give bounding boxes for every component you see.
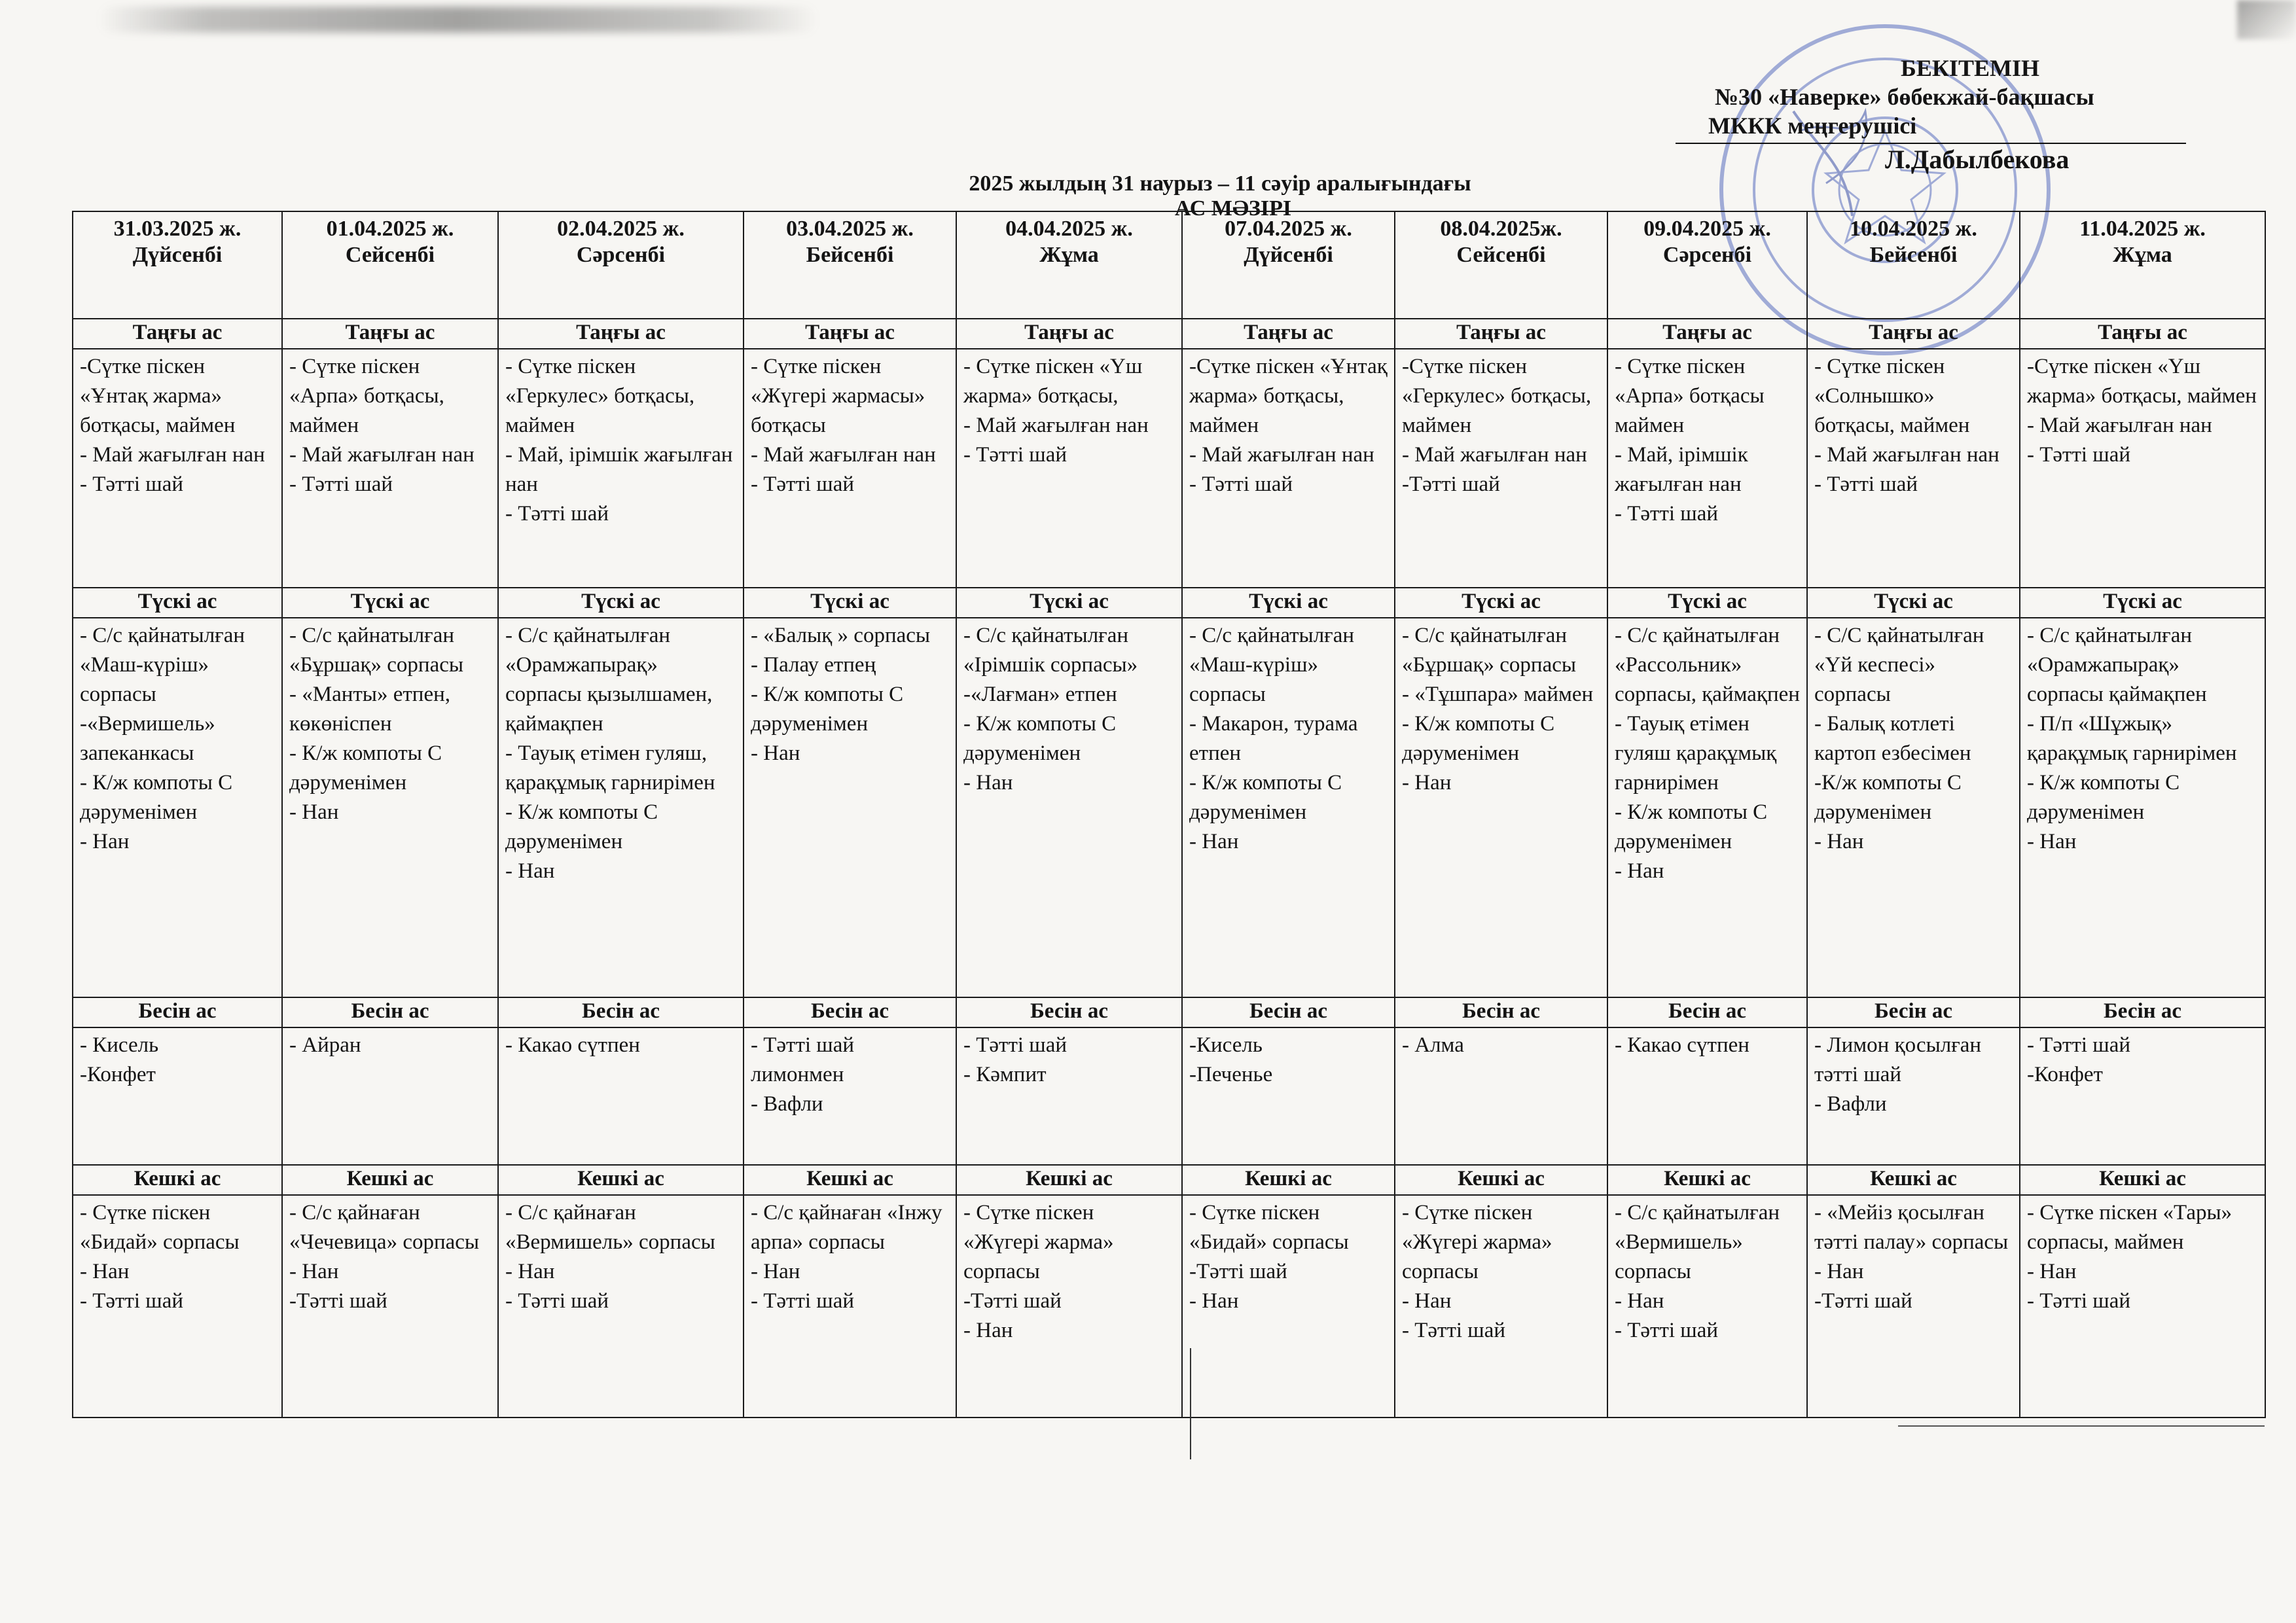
- menu-item: - Тәтті шай: [963, 443, 1067, 467]
- menu-item: - Май жағылған нан: [1189, 443, 1374, 467]
- menu-item: -К/ж компоты С дәруменімен: [1814, 771, 1962, 824]
- menu-item: - Сүтке піскен «Үш жарма» ботқасы,: [963, 355, 1143, 408]
- menu-item: - Сүтке піскен «Бидай» сорпасы: [1189, 1201, 1349, 1254]
- menu-item: - С/с қайнатылған «Вермишель» сорпасы: [1615, 1201, 1780, 1283]
- menu-item: - «Тұшпара» маймен: [1402, 683, 1594, 706]
- dinner-cell: [1807, 1195, 2020, 1418]
- lunch-label: Түскі ас: [498, 588, 744, 618]
- menu-item: - Тәтті шай: [2027, 443, 2131, 467]
- day-header: [956, 211, 1182, 319]
- menu-item: - С/с қайнатылған «Ірімшік сорпасы»: [963, 624, 1138, 677]
- day-date: 02.04.2025 ж.: [557, 217, 685, 241]
- dinner-cell: [2020, 1195, 2265, 1418]
- snack-label: Бесін ас: [498, 997, 744, 1027]
- scan-line-bottom: [1898, 1425, 2265, 1427]
- menu-item: -Тәтті шай: [1402, 473, 1500, 496]
- menu-item: - С/с қайнатылған «Маш-күріш» сорпасы: [80, 624, 245, 706]
- menu-item: - Нан: [1402, 1289, 1452, 1313]
- dinner-cell: [73, 1195, 282, 1418]
- breakfast-row: [73, 349, 2265, 588]
- breakfast-label: Таңғы ас: [498, 319, 744, 349]
- menu-item: -«Лағман» етпен: [963, 683, 1117, 706]
- menu-item: - Нан: [1615, 1289, 1664, 1313]
- breakfast-label: Таңғы ас: [1807, 319, 2020, 349]
- menu-item: - С/с қайнатылған «Рассольник» сорпасы, қаймақпен: [1615, 624, 1800, 706]
- menu-item: - Нан: [1814, 830, 1864, 853]
- menu-item: - С/с қайнаған «Інжу арпа» сорпасы: [751, 1201, 942, 1254]
- lunch-label: Түскі ас: [282, 588, 498, 618]
- menu-item: -Тәтті шай: [1189, 1260, 1287, 1283]
- dinner-label: Кешкі ас: [1182, 1165, 1395, 1195]
- menu-item: - «Мейіз қосылған тәтті палау» сорпасы: [1814, 1201, 2009, 1254]
- day-date: 11.04.2025 ж.: [2079, 217, 2206, 241]
- menu-item: - Тәтті шай: [963, 1033, 1067, 1057]
- menu-item: - Тауық етімен гуляш, қарақұмық гарнирімен: [505, 741, 715, 794]
- day-weekday: Сәрсенбі: [576, 243, 666, 267]
- lunch-label: Түскі ас: [744, 588, 956, 618]
- day-date: 09.04.2025 ж.: [1643, 217, 1771, 241]
- day-header: [2020, 211, 2265, 319]
- menu-item: - С/с қайнаған «Вермишель» сорпасы: [505, 1201, 715, 1254]
- day-weekday: Бейсенбі: [1869, 243, 1958, 267]
- snack-header-row: [73, 997, 2265, 1027]
- menu-item: - Май жағылған нан: [751, 443, 936, 467]
- menu-item: - Нан: [751, 741, 800, 765]
- menu-item: - Нан: [963, 1319, 1013, 1342]
- dinner-label: Кешкі ас: [1395, 1165, 1607, 1195]
- lunch-cell: [282, 618, 498, 997]
- snack-cell: [1182, 1027, 1395, 1165]
- breakfast-cell: [73, 349, 282, 588]
- day-date: 07.04.2025 ж.: [1225, 217, 1352, 241]
- breakfast-cell: [498, 349, 744, 588]
- period-title: 2025 жылдың 31 наурыз – 11 сәуір аралығындағы: [969, 171, 1471, 196]
- day-weekday: Дүйсенбі: [1244, 243, 1333, 267]
- breakfast-cell: [1182, 349, 1395, 588]
- breakfast-cell: [1607, 349, 1807, 588]
- menu-item: - Тауық етімен гуляш қарақұмық гарнирімен: [1615, 712, 1777, 794]
- menu-item: - Нан: [963, 771, 1013, 794]
- lunch-label: Түскі ас: [73, 588, 282, 618]
- breakfast-cell: [2020, 349, 2265, 588]
- snack-cell: [1395, 1027, 1607, 1165]
- menu-item: - Нан: [289, 800, 339, 824]
- menu-item: - Сүтке піскен «Жүгері жарма» сорпасы: [963, 1201, 1114, 1283]
- day-header: [744, 211, 956, 319]
- snack-label: Бесін ас: [956, 997, 1182, 1027]
- menu-item: - Тәтті шай: [1615, 1319, 1719, 1342]
- dinner-label: Кешкі ас: [1807, 1165, 2020, 1195]
- day-date: 10.04.2025 ж.: [1850, 217, 1977, 241]
- lunch-cell: [956, 618, 1182, 997]
- menu-item: - Балық котлеті картоп езбесімен: [1814, 712, 1971, 765]
- lunch-header-row: [73, 588, 2265, 618]
- menu-item: - К/ж компоты С дәруменімен: [80, 771, 233, 824]
- menu-item: - Май жағылған нан: [289, 443, 475, 467]
- day-weekday: Сейсенбі: [1456, 243, 1546, 267]
- menu-item: - С/с қайнаған «Чечевица» сорпасы: [289, 1201, 480, 1254]
- menu-item: - Тәтті шай: [751, 473, 855, 496]
- day-header: [1182, 211, 1395, 319]
- lunch-cell: [1807, 618, 2020, 997]
- menu-item: - Нан: [289, 1260, 339, 1283]
- menu-item: - Тәтті шай: [1189, 473, 1293, 496]
- menu-item: - Какао сүтпен: [505, 1033, 640, 1057]
- approval-title: БЕКІТЕМІН: [1901, 55, 2039, 81]
- dinner-label: Кешкі ас: [2020, 1165, 2265, 1195]
- lunch-label: Түскі ас: [1807, 588, 2020, 618]
- day-date: 01.04.2025 ж.: [326, 217, 454, 241]
- menu-item: - Нан: [505, 859, 555, 883]
- menu-item: - П/п «Шұжық» қарақұмық гарнирімен: [2027, 712, 2237, 765]
- menu-item: - Май жағылған нан: [1814, 443, 2000, 467]
- menu-item: - Сүтке піскен «Геркулес» ботқасы, маймен: [505, 355, 695, 437]
- menu-item: - К/ж компоты С дәруменімен: [963, 712, 1117, 765]
- day-weekday: Сәрсенбі: [1662, 243, 1752, 267]
- snack-label: Бесін ас: [282, 997, 498, 1027]
- snack-cell: [73, 1027, 282, 1165]
- breakfast-cell: [956, 349, 1182, 588]
- lunch-cell: [2020, 618, 2265, 997]
- day-header: [1607, 211, 1807, 319]
- menu-item: -«Вермишель» запеканкасы: [80, 712, 215, 765]
- scan-artifact-corner: [2237, 0, 2296, 39]
- scan-line: [1190, 1348, 1191, 1459]
- lunch-label: Түскі ас: [2020, 588, 2265, 618]
- menu-item: - Тәтті шай: [2027, 1289, 2131, 1313]
- dinner-cell: [744, 1195, 956, 1418]
- menu-item: - Нан: [1402, 771, 1452, 794]
- menu-item: -Тәтті шай: [963, 1289, 1062, 1313]
- menu-item: - Тәтті шай: [505, 502, 609, 526]
- menu-item: -Тәтті шай: [1814, 1289, 1912, 1313]
- menu-item: - Нан: [505, 1260, 555, 1283]
- day-date: 08.04.2025ж.: [1440, 217, 1562, 241]
- dinner-cell: [1182, 1195, 1395, 1418]
- dinner-label: Кешкі ас: [282, 1165, 498, 1195]
- menu-item: -Кисель: [1189, 1033, 1263, 1057]
- dinner-label: Кешкі ас: [744, 1165, 956, 1195]
- lunch-cell: [498, 618, 744, 997]
- approval-signatory: Л.Дабылбекова: [1676, 143, 2186, 174]
- lunch-label: Түскі ас: [956, 588, 1182, 618]
- menu-item: - Тәтті шай: [2027, 1033, 2131, 1057]
- menu-item: - Тәтті шай: [751, 1289, 855, 1313]
- menu-item: - Май жағылған нан: [963, 414, 1149, 437]
- menu-title: АС МӘЗІРІ: [1174, 196, 1292, 221]
- dinner-label: Кешкі ас: [956, 1165, 1182, 1195]
- menu-item: - Лимон қосылған тәтті шай: [1814, 1033, 1982, 1086]
- menu-item: - Нан: [1189, 830, 1239, 853]
- dinner-cell: [498, 1195, 744, 1418]
- menu-item: - Палау етпең: [751, 653, 876, 677]
- menu-item: - Нан: [2027, 830, 2077, 853]
- snack-label: Бесін ас: [73, 997, 282, 1027]
- menu-item: - С/с қайнатылған «Орамжапырақ» сорпасы қызылшамен, қаймақпен: [505, 624, 713, 736]
- day-header: [498, 211, 744, 319]
- menu-item: - Вафли: [1814, 1092, 1887, 1116]
- menu-item: - Нан: [2027, 1260, 2077, 1283]
- menu-table: [72, 211, 2266, 1418]
- snack-cell: [282, 1027, 498, 1165]
- menu-item: - Тәтті шай: [1402, 1319, 1506, 1342]
- snack-cell: [1607, 1027, 1807, 1165]
- snack-label: Бесін ас: [2020, 997, 2265, 1027]
- menu-item: -Конфет: [80, 1063, 156, 1086]
- breakfast-label: Таңғы ас: [2020, 319, 2265, 349]
- dinner-header-row: [73, 1165, 2265, 1195]
- approval-organization: №30 «Наверке» бөбекжай-бақшасы: [1715, 84, 2094, 110]
- menu-item: - С/с қайнатылған «Маш-күріш» сорпасы: [1189, 624, 1355, 706]
- day-date: 04.04.2025 ж.: [1005, 217, 1133, 241]
- lunch-label: Түскі ас: [1607, 588, 1807, 618]
- lunch-cell: [1182, 618, 1395, 997]
- menu-item: - К/ж компоты С дәруменімен: [2027, 771, 2180, 824]
- day-header: [1395, 211, 1607, 319]
- breakfast-label: Таңғы ас: [956, 319, 1182, 349]
- snack-label: Бесін ас: [1182, 997, 1395, 1027]
- menu-item: - Вафли: [751, 1092, 823, 1116]
- menu-item: -Тәтті шай: [289, 1289, 387, 1313]
- day-header: [282, 211, 498, 319]
- menu-item: - Нан: [80, 830, 130, 853]
- breakfast-label: Таңғы ас: [282, 319, 498, 349]
- menu-item: -Сүтке піскен «Ұнтақ жарма» ботқасы, маймен: [1189, 355, 1388, 437]
- day-weekday: Жұма: [1039, 243, 1099, 267]
- menu-item: - Тәтті шай: [80, 1289, 184, 1313]
- menu-item: - Кәмпит: [963, 1063, 1047, 1086]
- menu-item: - С/с қайнатылған «Бұршақ» сорпасы: [1402, 624, 1577, 677]
- breakfast-cell: [1807, 349, 2020, 588]
- snack-cell: [744, 1027, 956, 1165]
- day-weekday: Сейсенбі: [345, 243, 435, 267]
- menu-item: - Тәтті шай лимонмен: [751, 1033, 855, 1086]
- dinner-cell: [956, 1195, 1182, 1418]
- snack-label: Бесін ас: [744, 997, 956, 1027]
- menu-item: - Тәтті шай: [1814, 473, 1918, 496]
- menu-item: - К/ж компоты С дәруменімен: [1615, 800, 1768, 853]
- snack-cell: [498, 1027, 744, 1165]
- day-weekday: Бейсенбі: [806, 243, 894, 267]
- day-header: [73, 211, 282, 319]
- menu-item: - С/С қайнатылған «Үй кеспесі» сорпасы: [1814, 624, 1984, 706]
- menu-item: - С/с қайнатылған «Бұршақ» сорпасы: [289, 624, 464, 677]
- menu-item: - Макарон, турама етпен: [1189, 712, 1358, 765]
- menu-item: - Кисель: [80, 1033, 159, 1057]
- menu-item: - Алма: [1402, 1033, 1464, 1057]
- menu-item: -Печенье: [1189, 1063, 1273, 1086]
- breakfast-label: Таңғы ас: [1607, 319, 1807, 349]
- menu-item: - Тәтті шай: [80, 473, 184, 496]
- menu-item: - Нан: [1615, 859, 1664, 883]
- menu-item: - С/с қайнатылған «Орамжапырақ» сорпасы қаймақпен: [2027, 624, 2207, 706]
- menu-item: - «Манты» етпен, көкөніспен: [289, 683, 451, 736]
- menu-item: - К/ж компоты С дәруменімен: [289, 741, 442, 794]
- menu-item: -Сүтке піскен «Үш жарма» ботқасы, маймен: [2027, 355, 2257, 408]
- menu-item: - Сүтке піскен «Жүгері жарма» сорпасы: [1402, 1201, 1552, 1283]
- menu-item: - К/ж компоты С дәруменімен: [1402, 712, 1555, 765]
- day-header-row: [73, 211, 2265, 319]
- dinner-cell: [282, 1195, 498, 1418]
- menu-item: - Тәтті шай: [1615, 502, 1719, 526]
- snack-row: [73, 1027, 2265, 1165]
- lunch-cell: [73, 618, 282, 997]
- menu-item: - Какао сүтпен: [1615, 1033, 1749, 1057]
- dinner-label: Кешкі ас: [498, 1165, 744, 1195]
- dinner-label: Кешкі ас: [1607, 1165, 1807, 1195]
- breakfast-header-row: [73, 319, 2265, 349]
- approval-block: [1676, 54, 2186, 174]
- lunch-cell: [744, 618, 956, 997]
- menu-item: - Сүтке піскен «Жүгері жармасы» ботқасы: [751, 355, 925, 437]
- dinner-cell: [1607, 1195, 1807, 1418]
- lunch-label: Түскі ас: [1182, 588, 1395, 618]
- menu-item: - Май жағылған нан: [2027, 414, 2212, 437]
- menu-item: - «Балық » сорпасы: [751, 624, 931, 647]
- day-weekday: Дүйсенбі: [132, 243, 223, 267]
- snack-cell: [2020, 1027, 2265, 1165]
- menu-item: - Май, ірімшік жағылған нан: [505, 443, 733, 496]
- menu-item: - Сүтке піскен «Бидай» сорпасы: [80, 1201, 240, 1254]
- menu-item: -Конфет: [2027, 1063, 2103, 1086]
- menu-item: - Сүтке піскен «Арпа» ботқасы маймен: [1615, 355, 1765, 437]
- menu-item: - Сүтке піскен «Солнышко» ботқасы, маймен: [1814, 355, 1970, 437]
- menu-item: - Нан: [751, 1260, 800, 1283]
- lunch-cell: [1395, 618, 1607, 997]
- menu-item: - Нан: [1814, 1260, 1864, 1283]
- breakfast-label: Таңғы ас: [1182, 319, 1395, 349]
- snack-label: Бесін ас: [1807, 997, 2020, 1027]
- menu-item: - Май жағылған нан: [80, 443, 265, 467]
- scan-artifact: [98, 7, 818, 33]
- dinner-row: [73, 1195, 2265, 1418]
- snack-cell: [956, 1027, 1182, 1165]
- breakfast-cell: [744, 349, 956, 588]
- snack-cell: [1807, 1027, 2020, 1165]
- day-date: 03.04.2025 ж.: [786, 217, 914, 241]
- menu-item: - К/ж компоты С дәруменімен: [505, 800, 658, 853]
- snack-label: Бесін ас: [1607, 997, 1807, 1027]
- day-weekday: Жұма: [2113, 243, 2172, 267]
- breakfast-label: Таңғы ас: [1395, 319, 1607, 349]
- menu-item: -Сүтке піскен «Геркулес» ботқасы, маймен: [1402, 355, 1592, 437]
- menu-item: - Сүтке піскен «Тары» сорпасы, маймен: [2027, 1201, 2233, 1254]
- menu-item: - Нан: [80, 1260, 130, 1283]
- day-header: [1807, 211, 2020, 319]
- lunch-row: [73, 618, 2265, 997]
- menu-item: - Айран: [289, 1033, 361, 1057]
- breakfast-label: Таңғы ас: [744, 319, 956, 349]
- menu-item: - Май, ірімшік жағылған нан: [1615, 443, 1748, 496]
- menu-item: - К/ж компоты С дәруменімен: [1189, 771, 1342, 824]
- lunch-cell: [1607, 618, 1807, 997]
- menu-item: - Сүтке піскен «Арпа» ботқасы, маймен: [289, 355, 444, 437]
- dinner-label: Кешкі ас: [73, 1165, 282, 1195]
- menu-item: - Тәтті шай: [289, 473, 393, 496]
- lunch-label: Түскі ас: [1395, 588, 1607, 618]
- breakfast-cell: [282, 349, 498, 588]
- approval-position: МККК меңгерушісі: [1708, 113, 1917, 139]
- day-date: 31.03.2025 ж.: [113, 217, 242, 241]
- snack-label: Бесін ас: [1395, 997, 1607, 1027]
- dinner-cell: [1395, 1195, 1607, 1418]
- menu-item: - К/ж компоты С дәруменімен: [751, 683, 904, 736]
- menu-item: -Сүтке піскен «Ұнтақ жарма» ботқасы, маймен: [80, 355, 236, 437]
- breakfast-cell: [1395, 349, 1607, 588]
- menu-item: - Тәтті шай: [505, 1289, 609, 1313]
- breakfast-label: Таңғы ас: [73, 319, 282, 349]
- menu-item: - Нан: [1189, 1289, 1239, 1313]
- menu-item: - Май жағылған нан: [1402, 443, 1587, 467]
